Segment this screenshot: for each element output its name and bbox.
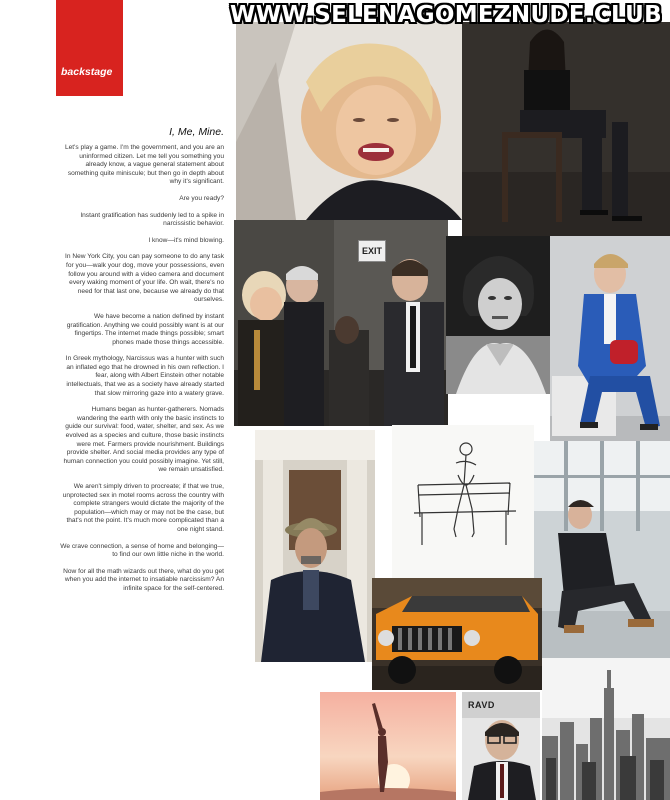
article-paragraph: Are you ready? — [179, 194, 224, 202]
photo-sunset-silhouette — [320, 692, 456, 800]
photo-laughing-woman — [236, 22, 462, 220]
photo-man-blue-suit — [550, 236, 670, 441]
article-paragraph: Now for all the math wizards out there, what do you get when you add the internet to insatiable narcissism? An infinite space for the self-centered. — [63, 567, 224, 592]
photo-man-hat-porch — [255, 430, 375, 662]
storefront-sign: RAVD — [468, 700, 495, 710]
article-paragraph: In New York City, you can pay someone to do any task for you—walk your dog, move your possessions, even follow you around with a video camera and document every waking moment of your life. Oh wait, there's no need for that last one, because we already do that ourselves. — [65, 253, 224, 304]
section-tag — [56, 0, 123, 96]
article-paragraph: In Greek mythology, Narcissus was a hunter with such an inflated ego that he drowned in his own reflection. I fear, along with Albert Einstein other notable intellectuals, that we as a society have already started that slow mirroring gaze into a watery grave. — [65, 355, 224, 397]
article-title: I, Me, Mine. — [169, 126, 224, 138]
photo-city-skyline — [542, 658, 670, 800]
section-label: backstage — [61, 66, 113, 78]
article-paragraph: Instant gratification has suddenly led to a spike in narcissistic behavior. — [80, 211, 224, 228]
photo-bench-sketch — [392, 425, 534, 580]
article-paragraph: We crave connection, a sense of home and belonging—to find our own little niche in the world. — [60, 542, 224, 559]
article-paragraph: I know—it's mind blowing. — [148, 236, 224, 244]
article-column — [60, 126, 224, 602]
exit-sign: EXIT — [358, 240, 386, 262]
photo-orange-jeep — [372, 578, 542, 690]
photo-man-window — [534, 441, 670, 658]
photo-seated-woman — [462, 22, 670, 236]
article-paragraph: We have become a nation defined by instant gratification. Anything we could possibly want is at our fingertips. The internet made things possible; smart phones made those things accessible. — [66, 312, 224, 346]
article-paragraph: Let's play a game. I'm the government, and you are an uninformed citizen. Let me tell you something you already know, a vague general statement about something quite miniscule; but then go in depth about why it's significant. — [64, 144, 224, 186]
photo-party-group — [234, 220, 448, 426]
article-paragraph: Humans began as hunter-gatherers. Nomads wandering the earth with only the basic instincts to guide our survival: food, water, shelter, and sex. As we evolved as a species and culture, those basic instincts were met. Farmers provide nourishment. Buildings provide shelter. And social media provides any type of human connection you could possibly imagine. Yet still, we remain unsatisfied. — [63, 406, 224, 474]
article-paragraph: We aren't simply driven to procreate; if that we true, unprotected sex in motel rooms across the country with complete strangers would dictate the majority of the population—which may or may not be the case, but that's not the point. It's much more complicated than a one night stand. — [62, 483, 224, 533]
photo-classic-actress — [446, 236, 550, 394]
watermark-text: WWW.SELENAGOMEZNUDE.CLUB — [230, 2, 662, 28]
